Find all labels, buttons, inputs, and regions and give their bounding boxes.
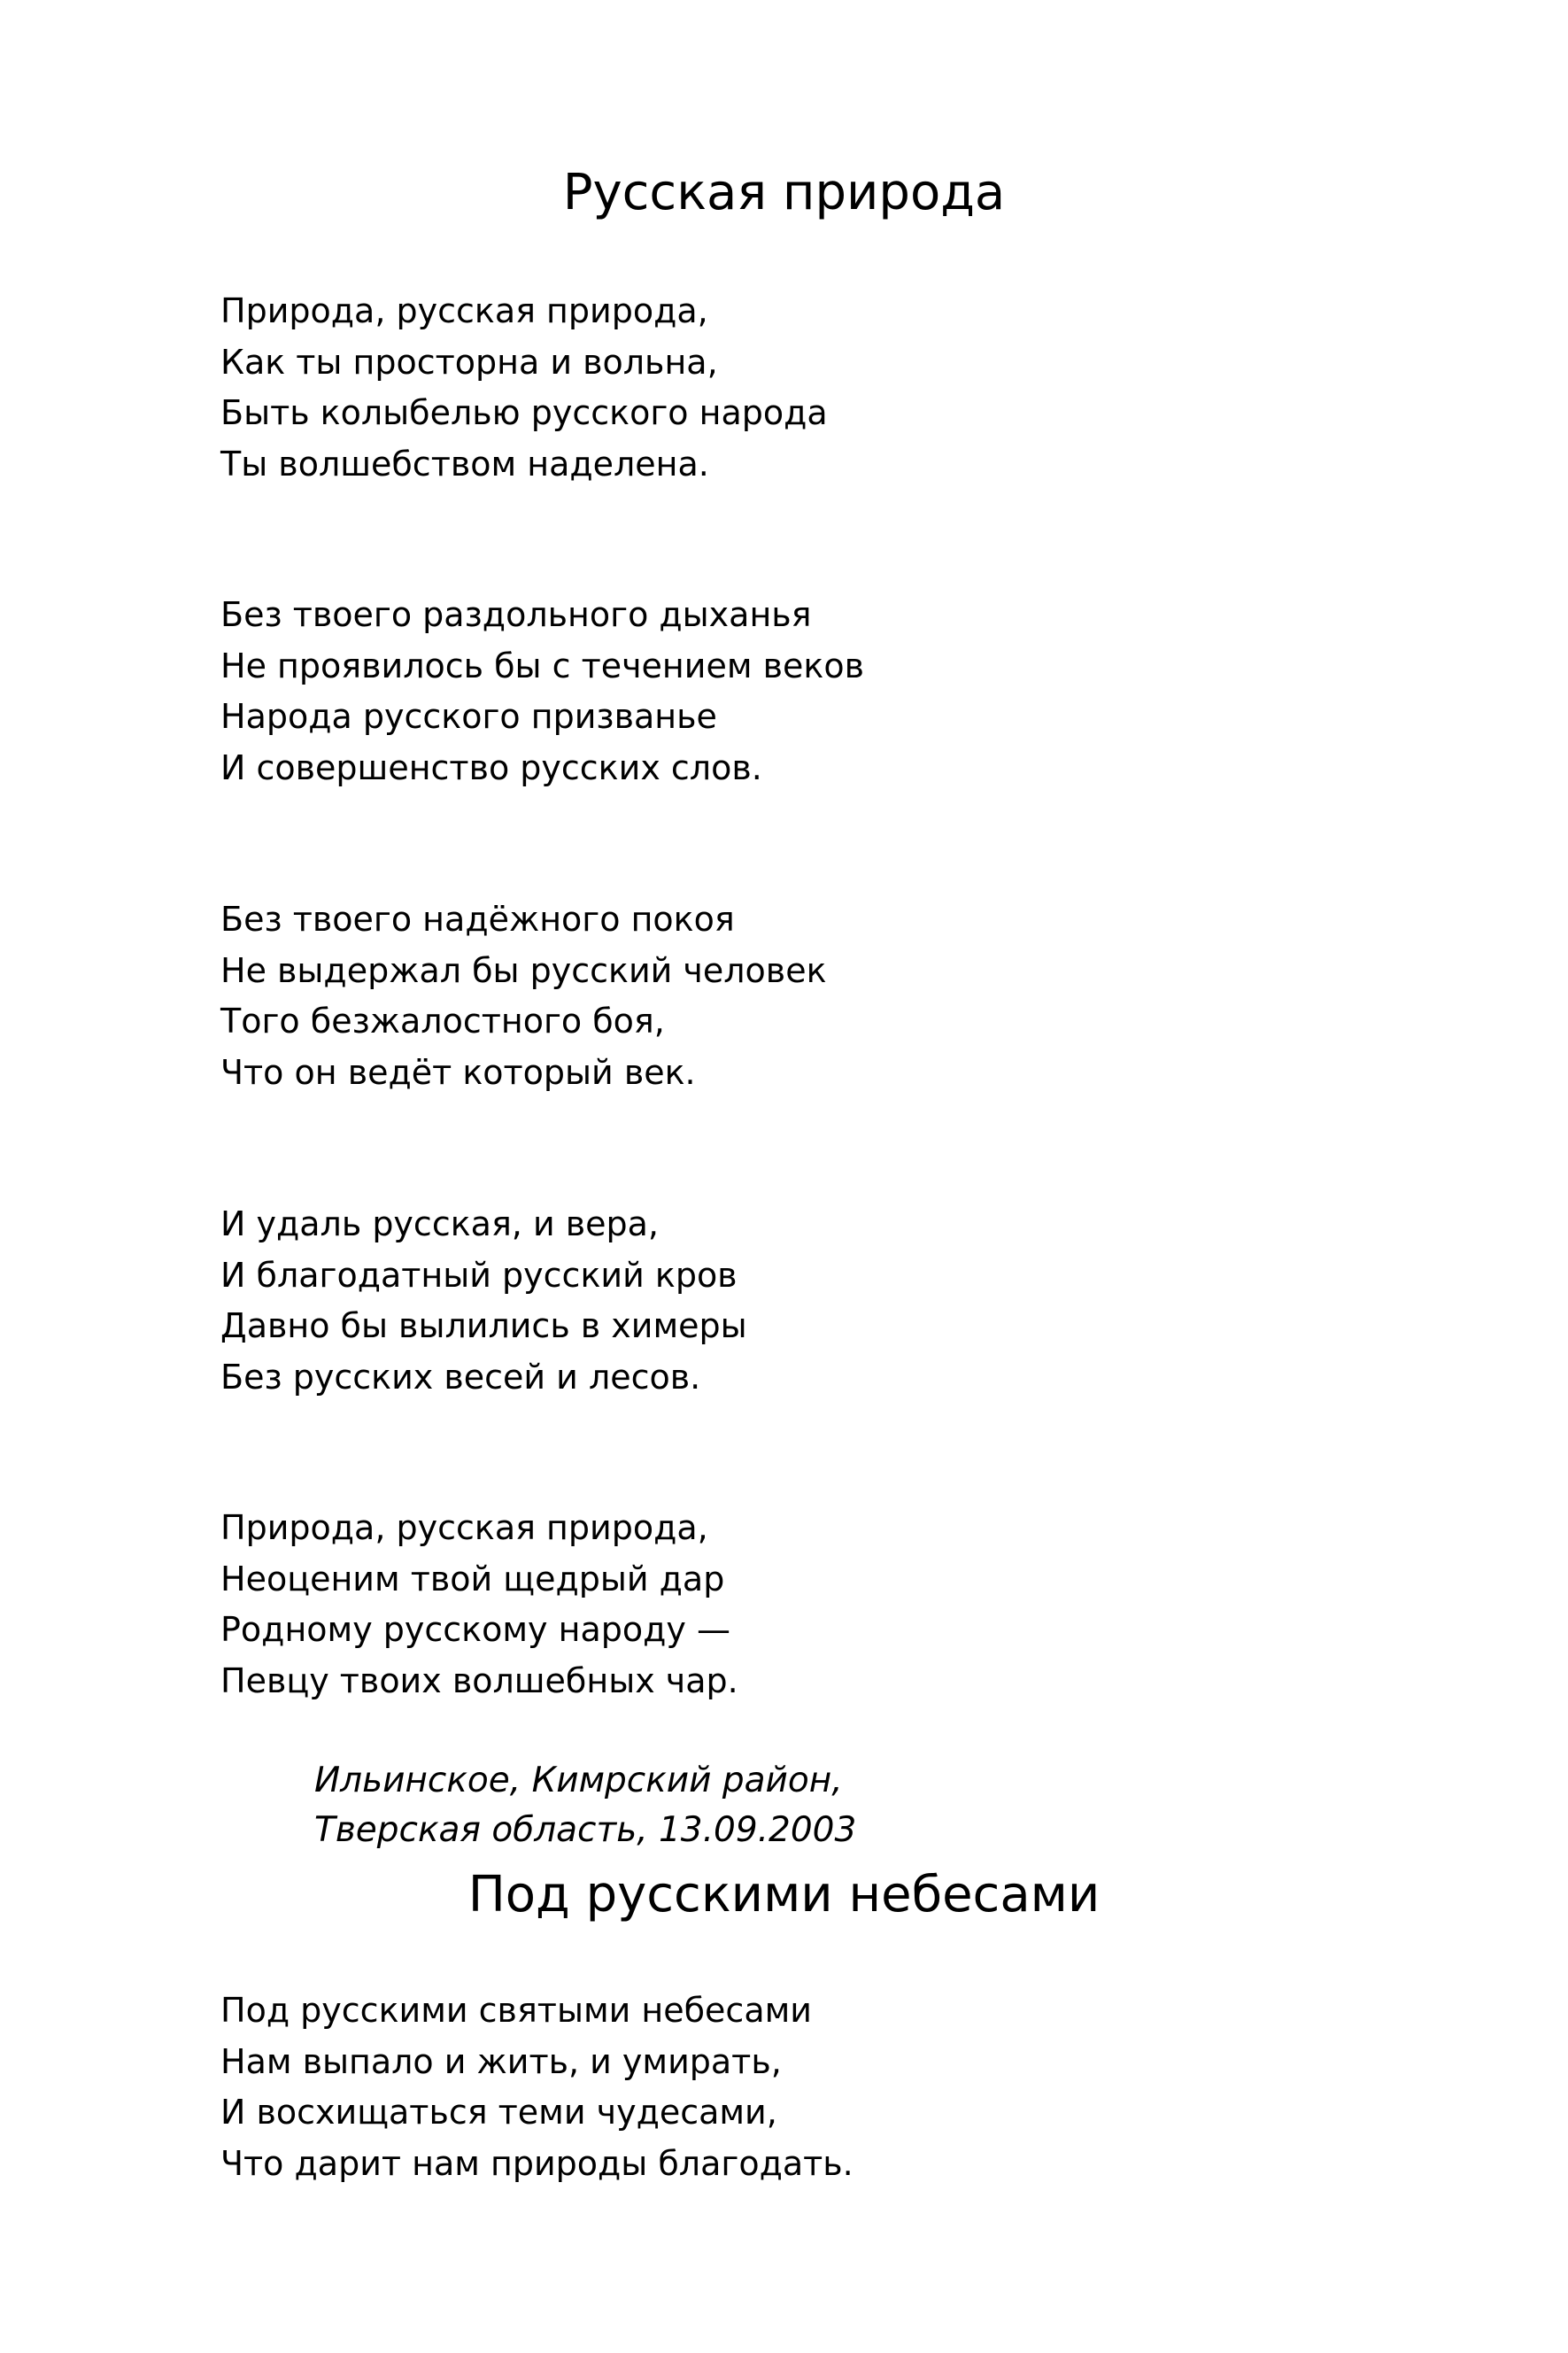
verse-line: И благодатный русский кров [220,1255,738,1295]
verse-line: И удаль русская, и вера, [220,1204,660,1243]
verse-line: Под русскими святыми небесами [220,1991,812,2030]
verse-line: Нам выпало и жить, и умирать, [220,2041,782,2081]
stanza-1 [220,286,828,490]
poem-dateline [314,1756,856,1855]
verse-line: Природа, русская природа, [220,1508,708,1547]
verse-line: Без русских весей и лесов. [220,1357,701,1397]
stanza-4 [220,1199,747,1403]
verse-line: Не выдержал бы русский человек [220,950,827,990]
verse-line: Родному русскому народу — [220,1610,730,1649]
verse-line: И совершенство русских слов. [220,747,762,787]
verse-line: Как ты просторна и вольна, [220,342,718,382]
verse-line: Певцу твоих волшебных чар. [220,1660,738,1700]
stanza-5 [220,1503,738,1707]
poem-title: Русская природа [562,164,1006,221]
poem-title: Под русскими небесами [467,1866,1101,1923]
verse-line: Без твоего надёжного покоя [220,900,735,939]
stanza-3 [220,894,827,1098]
verse-line: Неоценим твой щедрый дар [220,1559,725,1598]
verse-line: Не проявилось бы с течением веков [220,646,864,685]
dateline-place: Ильинское, Кимрский район, [314,1761,843,1800]
stanza-1 [220,1985,854,2189]
verse-line: Без твоего раздольного дыханья [220,595,812,634]
verse-line: Народа русского призванье [220,697,717,736]
verse-line: Ты волшебством наделена. [220,444,709,484]
stanza-2 [220,590,864,793]
verse-line: Природа, русская природа, [220,291,708,330]
verse-line: И восхищаться теми чудесами, [220,2093,777,2132]
verse-line: Что он ведёт который век. [220,1052,696,1092]
verse-line: Быть колыбелью русского народа [220,393,828,432]
verse-line: Того безжалостного боя, [220,1002,665,1041]
dateline-region-date: Тверская область, 13.09.2003 [314,1810,857,1850]
verse-line: Что дарит нам природы благодать. [220,2143,854,2183]
verse-line: Давно бы вылились в химеры [220,1306,747,1345]
